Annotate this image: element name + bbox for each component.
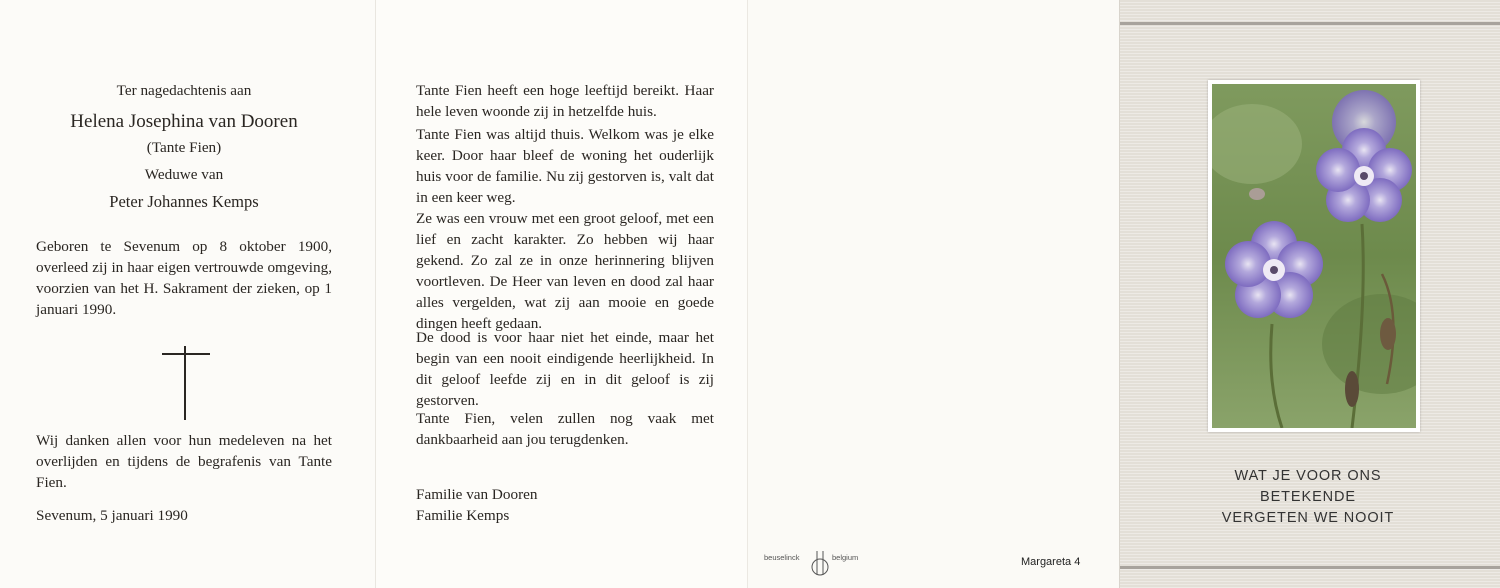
deceased-name: Helena Josephina van Dooren (70, 111, 298, 132)
top-rule (1120, 22, 1500, 25)
signatures (416, 484, 537, 526)
cover-motto (1158, 466, 1458, 529)
publisher-mark-icon (810, 549, 830, 577)
publisher-logo (764, 549, 864, 579)
thanks-text: Wij danken allen voor hun medeleven na het overlijden en tijdens de begrafenis van Tante Fien. (36, 432, 332, 491)
paragraph: De dood is voor haar niet het einde, maar het begin van een nooit eindigende heerlijkheid. In dit geloof leefde zij en in dit geloof is zij gestorven. (416, 329, 714, 409)
cross-icon (162, 346, 210, 420)
paragraph: Ze was een vrouw met een groot geloof, met een lief en zacht karakter. Zo hebben wij haar gekend. Zo zal ze in onze herinnering blijven voortleven. De Heer van leven en dood zal haar alles vergelden, wat zij aan mooie en goede dingen heeft gedaan. (416, 210, 714, 332)
paragraph: Tante Fien heeft een hoge leeftijd bereikt. Haar hele leven woonde zij in hetzelfde huis. (416, 82, 714, 120)
place-date: Sevenum, 5 januari 1990 (36, 507, 188, 524)
motto-line: WAT JE VOOR ONS (1234, 468, 1382, 484)
left-inner-panel (0, 0, 376, 588)
bottom-rule (1120, 566, 1500, 569)
paragraph: Tante Fien was altijd thuis. Welkom was je elke keer. Door haar bleef de woning het ouderlijk huis voor de familie. Nu zij gestorven is, valt dat in een keer weg. (416, 126, 714, 206)
middle-inner-panel (376, 0, 748, 588)
motto-line: VERGETEN WE NOOIT (1221, 510, 1395, 526)
signature-line: Familie Kemps (416, 507, 510, 524)
widow-of-line: Weduwe van (144, 166, 224, 183)
publisher-country: belgium (832, 553, 859, 562)
deceased-nickname: (Tante Fien) (146, 139, 222, 156)
paragraph: Tante Fien, velen zullen nog vaak met dankbaarheid aan jou terugdenken. (416, 410, 714, 448)
motto-line: BETEKENDE (1260, 489, 1356, 505)
signature-line: Familie van Dooren (416, 486, 538, 503)
back-panel (748, 0, 1120, 588)
birth-death-text: Geboren te Sevenum op 8 oktober 1900, overleed zij in haar eigen vertrouwde omgeving, voorzien van het H. Sakrament der zieken, op 1 januari 1990. (36, 238, 332, 318)
flower-photo (1208, 80, 1420, 432)
publisher-name: beuselinck (764, 553, 800, 562)
card-code: Margareta 4 (1021, 556, 1081, 568)
memory-line: Ter nagedachtenis aan (116, 82, 252, 99)
husband-name: Peter Johannes Kemps (109, 192, 259, 211)
cover-panel (1120, 0, 1500, 588)
memorial-heading (36, 80, 332, 212)
